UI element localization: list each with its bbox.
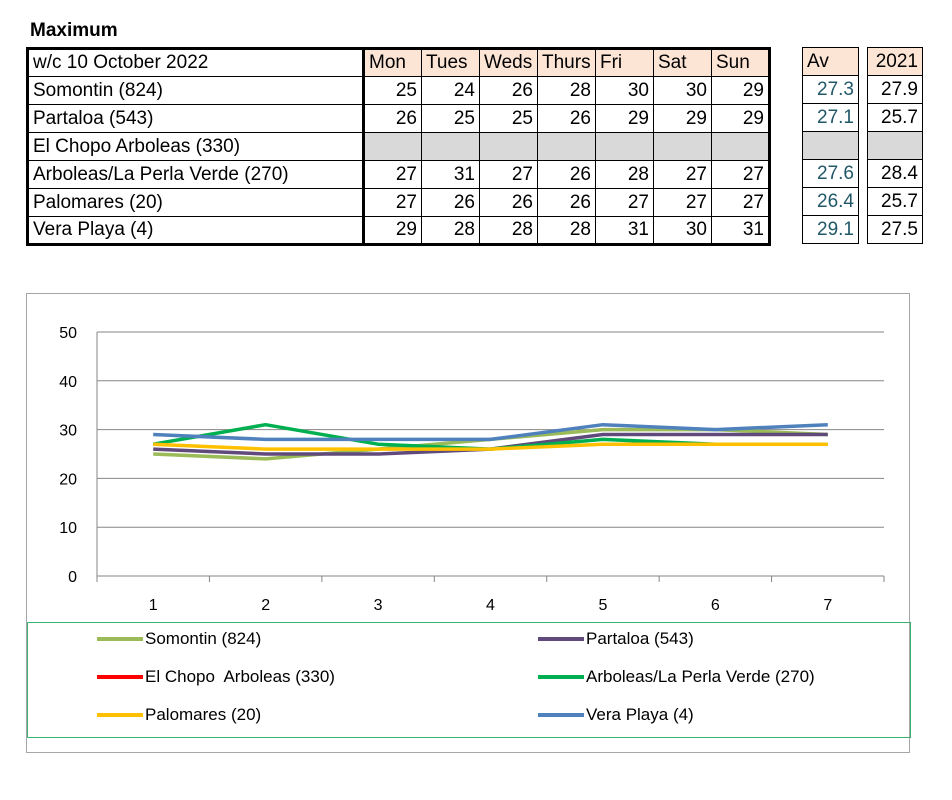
- legend-swatch: [97, 637, 143, 641]
- temperature-cell: 26: [538, 105, 596, 133]
- day-header: Fri: [596, 49, 654, 77]
- day-header: Tues: [422, 49, 480, 77]
- temperature-cell: 29: [364, 217, 422, 245]
- x-tick-label: 6: [710, 597, 720, 614]
- temperature-cell: 27: [364, 161, 422, 189]
- legend-label: Somontin (824): [145, 629, 262, 648]
- station-name: El Chopo Arboleas (330): [28, 133, 364, 161]
- legend-item: [538, 667, 815, 687]
- x-tick-label: 4: [486, 597, 495, 614]
- temperature-cell: 28: [422, 217, 480, 245]
- legend-swatch: [97, 713, 143, 717]
- temperature-cell: 27: [364, 189, 422, 217]
- legend-label: Arboleas/La Perla Verde (270): [586, 667, 815, 686]
- temperature-cell: 28: [538, 77, 596, 105]
- average-cell: 27.6: [803, 160, 859, 188]
- temperature-cell: 25: [422, 105, 480, 133]
- temperature-cell: 27: [480, 161, 538, 189]
- temperature-cell: 31: [422, 161, 480, 189]
- year-header: 2021: [868, 48, 923, 76]
- legend-label: Partaloa (543): [586, 629, 694, 648]
- legend-swatch: [538, 637, 584, 641]
- average-cell: 27.3: [803, 76, 859, 104]
- x-tick-label: 2: [261, 597, 271, 614]
- temperature-cell: 27: [712, 189, 770, 217]
- day-header: Thurs: [538, 49, 596, 77]
- temperature-cell: 28: [538, 217, 596, 245]
- station-name: Partaloa (543): [28, 105, 364, 133]
- average-cell: 26.4: [803, 188, 859, 216]
- previous-year-cell: 25.7: [868, 188, 923, 216]
- temperature-cell: 28: [480, 217, 538, 245]
- day-header: Mon: [364, 49, 422, 77]
- y-tick-label: 30: [59, 422, 77, 440]
- previous-year-cell: 27.5: [868, 216, 923, 244]
- legend-swatch: [538, 675, 584, 679]
- temperature-cell: 27: [712, 161, 770, 189]
- x-tick-label: 7: [823, 597, 833, 614]
- temperature-cell: 26: [538, 161, 596, 189]
- station-name: Arboleas/La Perla Verde (270): [28, 161, 364, 189]
- temperature-cell: 27: [654, 189, 712, 217]
- x-tick-label: 5: [598, 597, 608, 614]
- day-header: Sat: [654, 49, 712, 77]
- previous-year-cell: 27.9: [868, 76, 923, 104]
- temperature-cell: 25: [480, 105, 538, 133]
- temperature-cell: 26: [480, 77, 538, 105]
- week-commencing-label: w/c 10 October 2022: [28, 49, 364, 77]
- temperature-cell: 29: [596, 105, 654, 133]
- legend-item: [97, 667, 335, 687]
- temperature-cell: 25: [364, 77, 422, 105]
- y-tick-label: 50: [59, 325, 77, 342]
- y-tick-label: 40: [59, 373, 77, 391]
- previous-year-cell: 25.7: [868, 104, 923, 132]
- x-tick-label: 1: [148, 597, 158, 614]
- temperature-cell: 27: [654, 161, 712, 189]
- temperature-cell: 29: [654, 105, 712, 133]
- temperature-cell: 28: [596, 161, 654, 189]
- legend-label: Palomares (20): [145, 705, 262, 724]
- legend-item: [97, 629, 261, 649]
- temperature-cell: 29: [712, 77, 770, 105]
- legend-swatch: [538, 713, 584, 717]
- day-header: Weds: [480, 49, 538, 77]
- temperature-cell: 31: [596, 217, 654, 245]
- station-name: Somontin (824): [28, 77, 364, 105]
- y-tick-label: 20: [59, 471, 77, 489]
- legend-item: [538, 705, 694, 725]
- x-tick-label: 3: [373, 597, 383, 614]
- temperature-cell: 26: [422, 189, 480, 217]
- temperature-cell: 30: [654, 217, 712, 245]
- legend-item: [538, 629, 694, 649]
- y-tick-label: 0: [68, 569, 77, 586]
- temperature-cell: 27: [596, 189, 654, 217]
- station-name: Vera Playa (4): [28, 217, 364, 245]
- temperature-cell: 24: [422, 77, 480, 105]
- page-title: Maximum: [30, 20, 118, 41]
- legend-label: El Chopo Arboleas (330): [145, 667, 335, 686]
- temperature-cell: 31: [712, 217, 770, 245]
- average-cell: 27.1: [803, 104, 859, 132]
- legend-item: [97, 705, 261, 725]
- average-cell: 29.1: [803, 216, 859, 244]
- temperature-cell: 30: [654, 77, 712, 105]
- y-tick-label: 10: [59, 520, 77, 538]
- day-header: Sun: [712, 49, 770, 77]
- series-line: [153, 444, 828, 449]
- temperature-cell: 26: [538, 189, 596, 217]
- previous-year-cell: 28.4: [868, 160, 923, 188]
- temperature-cell: 26: [364, 105, 422, 133]
- temperature-cell: 30: [596, 77, 654, 105]
- legend-swatch: [97, 675, 143, 679]
- average-header: Av: [803, 48, 859, 76]
- station-name: Palomares (20): [28, 189, 364, 217]
- legend-label: Vera Playa (4): [586, 705, 694, 724]
- temperature-cell: 26: [480, 189, 538, 217]
- temperature-cell: 29: [712, 105, 770, 133]
